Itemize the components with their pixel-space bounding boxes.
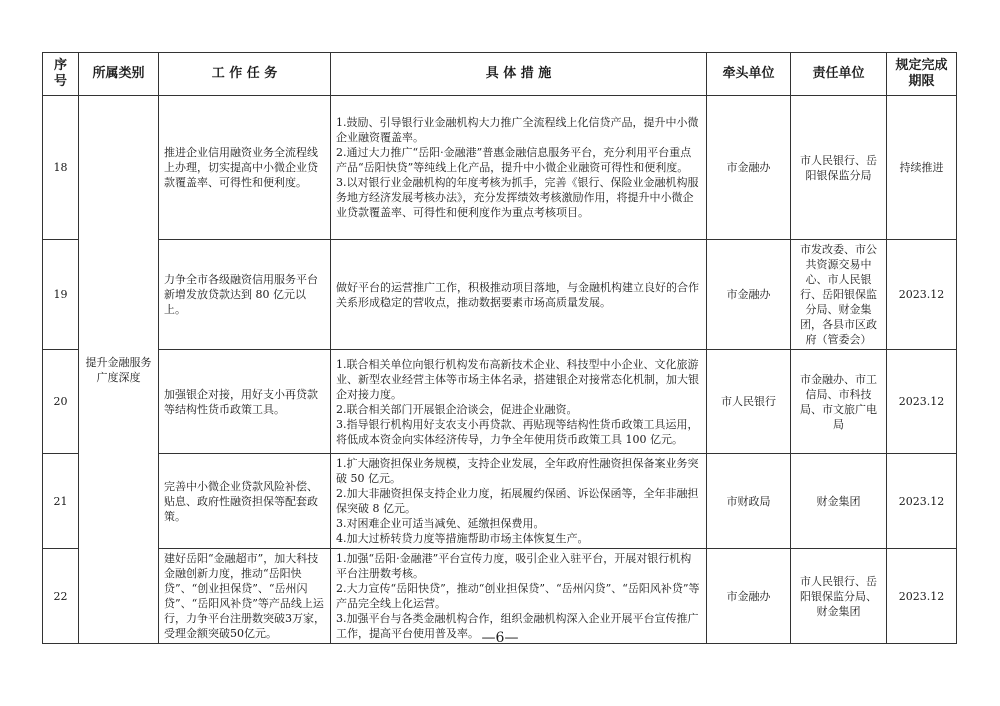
measure-item: 1.联合相关单位向银行机构发布高新技术企业、科技型中小企业、文化旅游业、新型农业经营主体等市场主体名录，搭建银企对接常态化机制，加大银企对接力度。 bbox=[336, 357, 699, 401]
measure-item: 做好平台的运营推广工作，积极推动项目落地，与金融机构建立良好的合作关系形成稳定的营收点，推动数据要素市场高质量发展。 bbox=[336, 280, 699, 309]
measure-item: 1.扩大融资担保业务规模，支持企业发展，全年政府性融资担保备案业务突破 50 亿元。 bbox=[336, 457, 699, 485]
measure-item: 3.以对银行业金融机构的年度考核为抓手，完善《银行、保险业金融机构服务地方经济发展考核办法》，充分发挥绩效考核激励作用，将提升中小微企业贷款覆盖率、可得性和便利度作为重点考核项目。 bbox=[336, 176, 699, 219]
work-task-table bbox=[42, 52, 957, 644]
lead-unit-cell: 市财政局 bbox=[707, 454, 791, 549]
measure-item: 3.指导银行机构用好支农支小再贷款、再贴现等结构性货币政策工具运用，将低成本资金向实体经济传导，力争全年使用货币政策工具 100 亿元。 bbox=[336, 417, 699, 446]
measure-item: 2.大力宣传“岳阳快贷”，推动“创业担保贷”、“岳州闪贷”、“岳阳风补贷”等产品完全线上化运营。 bbox=[336, 582, 700, 610]
task-cell: 建好岳阳“金融超市”，加大科技金融创新力度，推动“岳阳快贷”、“创业担保贷”、“岳州闪贷”、“岳阳风补贷”等产品线上运行，力争平台注册数突破3万家，受理金额突破50亿元。 bbox=[159, 549, 331, 644]
header-seq: 序号 bbox=[43, 53, 79, 96]
responsible-unit-cell: 市人民银行、岳阳银保监分局、财金集团 bbox=[791, 549, 887, 644]
header-category: 所属类别 bbox=[79, 53, 159, 96]
seq-cell: 19 bbox=[43, 240, 79, 350]
measure-item: 3.对困难企业可适当减免、延缴担保费用。 bbox=[336, 517, 545, 530]
seq-cell: 20 bbox=[43, 350, 79, 454]
measure-item: 1.鼓励、引导银行业金融机构大力推广全流程线上化信贷产品，提升中小微企业融资覆盖率。 bbox=[336, 116, 699, 144]
measure-item: 2.联合相关部门开展银企洽谈会，促进企业融资。 bbox=[336, 402, 578, 416]
table-row bbox=[43, 454, 957, 549]
measures-cell bbox=[331, 240, 707, 350]
deadline-cell: 2023.12 bbox=[887, 350, 957, 454]
header-measures: 具 体 措 施 bbox=[331, 53, 707, 96]
table-row bbox=[43, 240, 957, 350]
seq-cell: 22 bbox=[43, 549, 79, 644]
task-cell: 加强银企对接，用好支小再贷款等结构性货币政策工具。 bbox=[159, 350, 331, 454]
page-number: —6— bbox=[481, 630, 519, 646]
seq-cell: 18 bbox=[43, 96, 79, 240]
measures-cell bbox=[331, 350, 707, 454]
task-cell: 完善中小微企业贷款风险补偿、贴息、政府性融资担保等配套政策。 bbox=[159, 454, 331, 549]
category-cell: 提升金融服务广度深度 bbox=[79, 96, 159, 644]
responsible-unit-cell: 财金集团 bbox=[791, 454, 887, 549]
measure-item: 2.加大非融资担保支持企业力度，拓展履约保函、诉讼保函等，全年非融担保突破 8 亿元。 bbox=[336, 487, 699, 515]
header-responsible-unit: 责任单位 bbox=[791, 53, 887, 96]
responsible-unit-cell: 市发改委、市公共资源交易中心、市人民银行、岳阳银保监分局、财金集团，各县市区政府（管委会） bbox=[791, 240, 887, 350]
measure-item: 1.加强“岳阳·金融港”平台宣传力度，吸引企业入驻平台，开展对银行机构平台注册数考核。 bbox=[336, 552, 692, 580]
header-row bbox=[43, 53, 957, 96]
responsible-unit-cell: 市人民银行、岳阳银保监分局 bbox=[791, 96, 887, 240]
measures-cell bbox=[331, 454, 707, 549]
header-task: 工 作 任 务 bbox=[159, 53, 331, 96]
seq-cell: 21 bbox=[43, 454, 79, 549]
measure-item: 3.加强平台与各类金融机构合作，组织金融机构深入企业开展平台宣传推广工作，提高平台使用普及率。 bbox=[336, 612, 699, 640]
deadline-cell: 2023.12 bbox=[887, 240, 957, 350]
deadline-cell: 2023.12 bbox=[887, 454, 957, 549]
lead-unit-cell: 市金融办 bbox=[707, 549, 791, 644]
table-row bbox=[43, 350, 957, 454]
header-lead-unit: 牵头单位 bbox=[707, 53, 791, 96]
lead-unit-cell: 市金融办 bbox=[707, 96, 791, 240]
lead-unit-cell: 市人民银行 bbox=[707, 350, 791, 454]
measure-item: 4.加大过桥转贷力度等措施帮助市场主体恢复生产。 bbox=[336, 532, 589, 545]
measure-item: 2.通过大力推广“岳阳·金融港”普惠金融信息服务平台，充分利用平台重点产品“岳阳快贷”等纯线上化产品，提升中小微企业融资可得性和便利度。 bbox=[336, 146, 692, 174]
deadline-cell: 持续推进 bbox=[887, 96, 957, 240]
lead-unit-cell: 市金融办 bbox=[707, 240, 791, 350]
responsible-unit-cell: 市金融办、市工信局、市科技局、市文旅广电局 bbox=[791, 350, 887, 454]
task-cell: 力争全市各级融资信用服务平台新增发放贷款达到 80 亿元以上。 bbox=[159, 240, 331, 350]
table-row bbox=[43, 96, 957, 240]
task-cell: 推进企业信用融资业务全流程线上办理，切实提高中小微企业贷款覆盖率、可得性和便利度。 bbox=[159, 96, 331, 240]
header-deadline: 规定完成期限 bbox=[887, 53, 957, 96]
deadline-cell: 2023.12 bbox=[887, 549, 957, 644]
measures-cell bbox=[331, 96, 707, 240]
